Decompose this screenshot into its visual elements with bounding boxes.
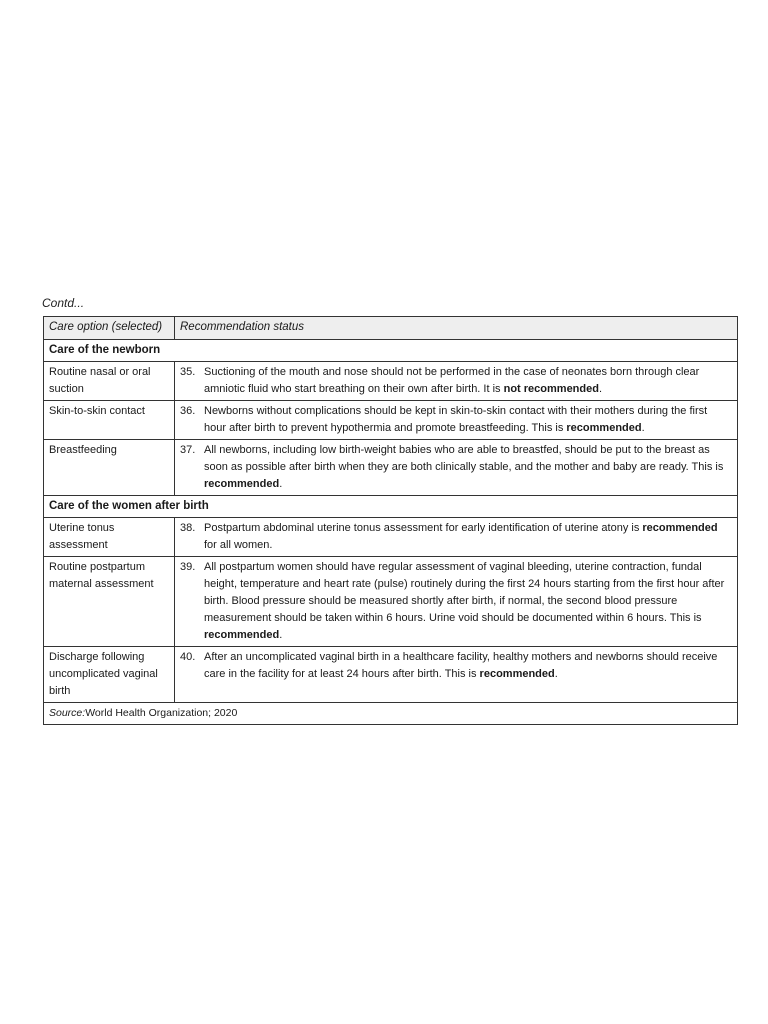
recommendation-tail: for all women. <box>204 539 273 551</box>
recommendation-cell <box>175 401 738 440</box>
recommendation-cell <box>175 362 738 401</box>
recommendation-tail: . <box>554 668 558 680</box>
section-title: Care of the newborn <box>44 340 738 362</box>
care-option-cell: Routine nasal or oral suction <box>44 362 175 401</box>
table-row <box>44 557 738 647</box>
header-recommendation-status: Recommendation status <box>175 317 738 340</box>
recommendation-text: All newborns, including low birth-weight babies who are able to breastfed, should be put to the breast as soon as possible after birth when they are both clinically stable, and the mother and baby are ready. This is <box>204 444 724 473</box>
header-care-option: Care option (selected) <box>44 317 175 340</box>
recommendation-number: 37. <box>180 444 196 456</box>
recommendation-status: recommended <box>479 668 555 680</box>
table-row <box>44 362 738 401</box>
recommendation-text: Suctioning of the mouth and nose should not be performed in the case of neonates born through clear amniotic fluid who start breathing on their own after birth. It is <box>204 366 700 395</box>
recommendation-status: recommended <box>642 522 718 534</box>
recommendation-table <box>43 316 738 725</box>
care-option-cell: Routine postpartum maternal assessment <box>44 557 175 647</box>
care-option-cell: Breastfeeding <box>44 440 175 496</box>
table-header-row <box>44 317 738 340</box>
recommendation-tail: . <box>598 383 603 395</box>
care-option-cell: Discharge following uncomplicated vaginal birth <box>44 647 175 703</box>
section-title: Care of the women after birth <box>44 496 738 518</box>
recommendation-cell <box>175 557 738 647</box>
recommendation-status: not recommended <box>503 383 599 395</box>
recommendation-number: 40. <box>180 651 196 663</box>
care-option-cell: Skin-to-skin contact <box>44 401 175 440</box>
table-row <box>44 401 738 440</box>
recommendation-tail: . <box>279 629 283 641</box>
recommendation-cell <box>175 647 738 703</box>
recommendation-tail: . <box>279 478 283 490</box>
section-row-women-after-birth <box>44 496 738 518</box>
recommendation-text: Newborns without complications should be kept in skin-to-skin contact with their mothers during the first hour after birth to prevent hypothermia and promote breastfeeding. This is <box>204 405 708 434</box>
table-row <box>44 518 738 557</box>
recommendation-status: recommended <box>566 422 642 434</box>
recommendation-text: All postpartum women should have regular assessment of vaginal bleeding, uterine contraction, fundal height, temperature and heart rate (pulse) routinely during the first 24 hours starting from the first hour after birth. Blood pressure should be measured shortly after birth, if normal, the second blood pressure measurement should be taken within 6 hours. Urine void should be documented within 6 hours. This is <box>204 561 725 624</box>
recommendation-text: After an uncomplicated vaginal birth in a healthcare facility, healthy mothers and newborns should receive care in the facility for at least 24 hours after birth. This is <box>204 651 718 680</box>
recommendation-number: 36. <box>180 405 196 417</box>
recommendation-number: 35. <box>180 366 196 378</box>
recommendation-cell <box>175 518 738 557</box>
table-row <box>44 440 738 496</box>
recommendation-status: recommended <box>204 629 280 641</box>
source-label: Source: <box>49 707 86 719</box>
recommendation-number: 39. <box>180 561 196 573</box>
source-cell <box>44 703 738 725</box>
recommendation-cell <box>175 440 738 496</box>
care-option-cell: Uterine tonus assessment <box>44 518 175 557</box>
recommendation-text: Postpartum abdominal uterine tonus assessment for early identification of uterine atony is <box>204 522 640 534</box>
recommendation-tail: . <box>641 422 645 434</box>
source-text: World Health Organization; 2020 <box>85 707 238 719</box>
table-row <box>44 647 738 703</box>
source-row <box>44 703 738 725</box>
continued-label: Contd... <box>42 296 85 310</box>
section-row-newborn <box>44 340 738 362</box>
recommendation-status: recommended <box>204 478 280 490</box>
recommendation-number: 38. <box>180 522 196 534</box>
